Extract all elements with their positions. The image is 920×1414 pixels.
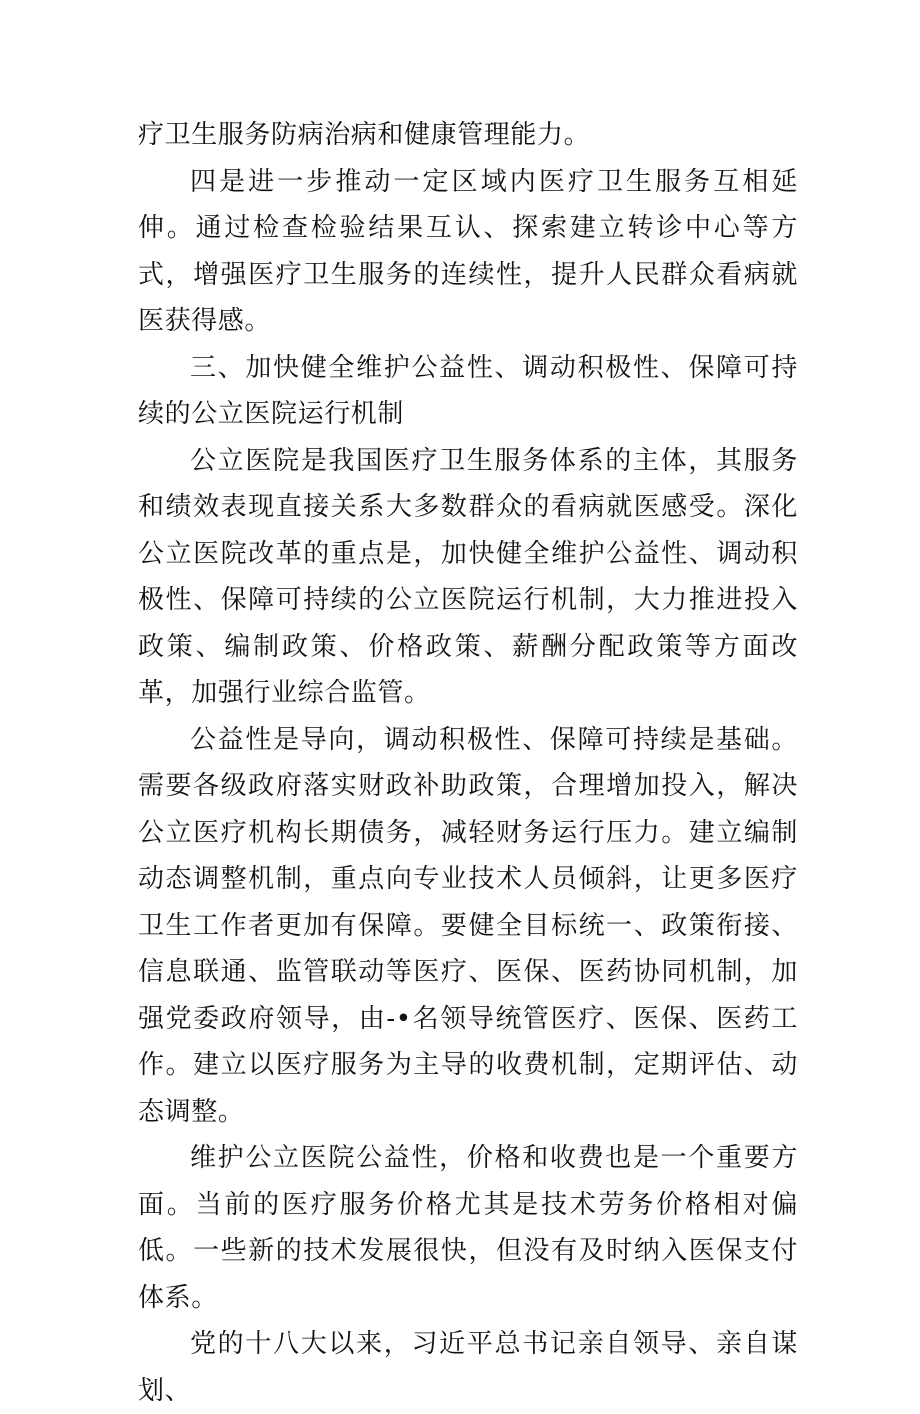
paragraph-since-eighteenth-congress: 党的十八大以来，习近平总书记亲自领导、亲自谋划、	[138, 1329, 798, 1406]
paragraph-public-hospital-role: 公立医院是我国医疗卫生服务体系的主体，其服务和绩效表现直接关系大多数群众的看病就医感受。深化公立医院改革的重点是，加快健全维护公益性、调动积极性、保障可持续的公立医院运行机制，大力推进投入政策、编制政策、价格政策、薪酬分配政策等方面改革，加强行业综合监管。	[138, 445, 798, 708]
paragraph-continuation: 疗卫生服务防病治病和健康管理能力。	[138, 120, 591, 150]
paragraph-public-welfare-guidance: 公益性是导向，调动积极性、保障可持续是基础。需要各级政府落实财政补助政策，合理增加投入，解决公立医疗机构长期债务，减轻财务运行压力。建立编制动态调整机制，重点向专业技术人员倾斜，让更多医疗卫生工作者更加有保障。要健全目标统一、政策衔接、信息联通、监管联动等医疗、医保、医药协同机制，加强党委政府领导，由-•名领导统管医疗、医保、医药工作。建立以医疗服务为主导的收费机制，定期评估、动态调整。	[138, 724, 798, 1127]
section-heading-three: 三、加快健全维护公益性、调动积极性、保障可持续的公立医院运行机制	[138, 352, 798, 429]
paragraph-point-four: 四是进一步推动一定区域内医疗卫生服务互相延伸。通过检查检验结果互认、探索建立转诊中心等方式，增强医疗卫生服务的连续性，提升人民群众看病就医获得感。	[138, 166, 798, 336]
paragraph-pricing-and-fees: 维护公立医院公益性，价格和收费也是一个重要方面。当前的医疗服务价格尤其是技术劳务价格相对偏低。一些新的技术发展很快，但没有及时纳入医保支付体系。	[138, 1143, 798, 1313]
document-body	[138, 112, 798, 1414]
